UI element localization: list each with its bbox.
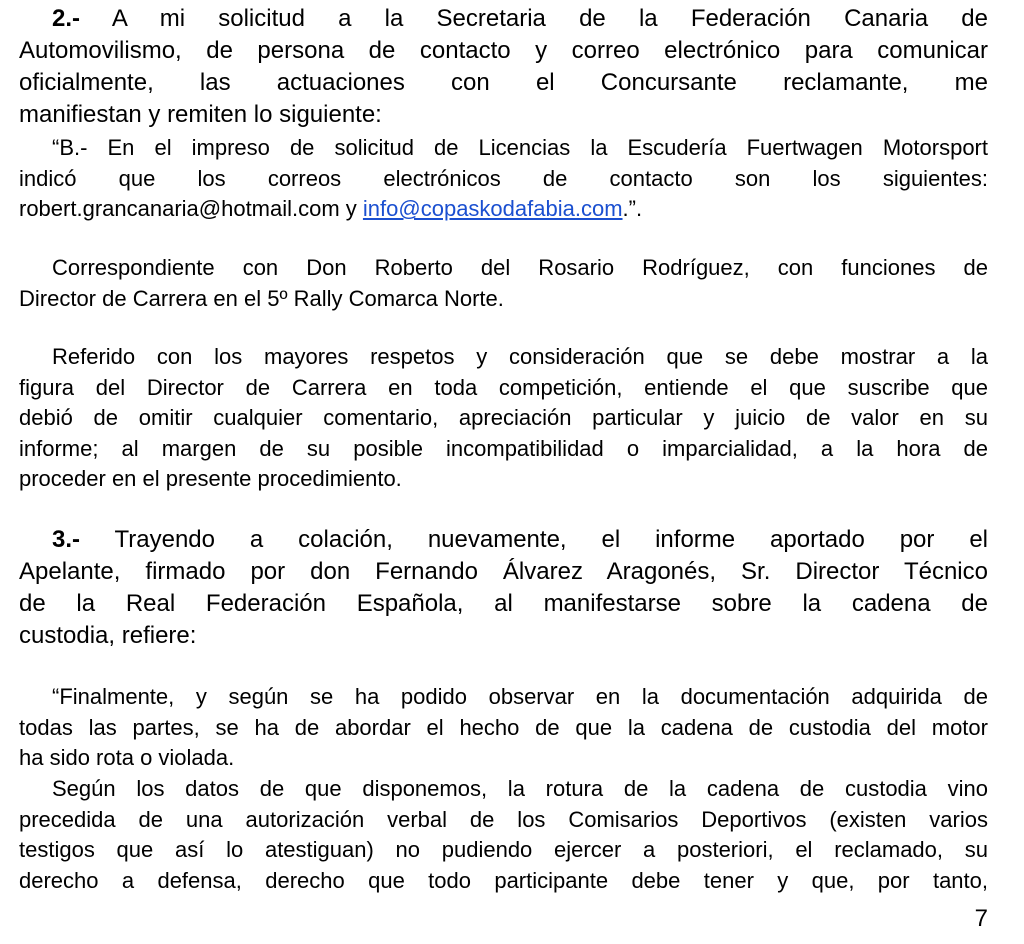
text-line: todas las partes, se ha de abordar el hecho de que la cadena de custodia del motor [19,714,988,740]
text-line: proceder en el presente procedimiento. [19,466,402,492]
text-line: Director de Carrera en el 5º Rally Comarca Norte. [19,285,504,311]
text-line: Automovilismo, de persona de contacto y correo electrónico para comunicar [19,37,988,64]
text-line: “Finalmente, y según se ha podido observar en la documentación adquirida de [52,684,988,709]
document-page [19,0,988,944]
text-line: 3.- Trayendo a colación, nuevamente, el informe aportado por el [52,526,988,553]
text-line: oficialmente, las actuaciones con el Concursante reclamante, me [19,69,988,96]
text-line: “B.- En el impreso de solicitud de Licencias la Escudería Fuertwagen Motorsport [52,135,988,160]
section-number: 2.- [52,5,81,32]
text-line: figura del Director de Carrera en toda competición, entiende el que suscribe que [19,374,988,400]
text-line: custodia, refiere: [19,622,197,649]
text-line: debió de omitir cualquier comentario, apreciación particular y juicio de valor en su [19,405,988,431]
text-line: testigos que así lo atestiguan) no pudiendo ejercer a posteriori, el reclamado, su [19,837,988,863]
text-line: Apelante, firmado por don Fernando Álvarez Aragonés, Sr. Director Técnico [19,558,988,585]
text-line: Referido con los mayores respetos y consideración que se debe mostrar a la [52,344,988,369]
text-line: derecho a defensa, derecho que todo participante debe tener y que, por tanto, [19,867,988,893]
quote-finalmente-paragraph [19,682,988,774]
text-line: Según los datos de que disponemos, la rotura de la cadena de custodia vino [52,776,988,801]
text-line: informe; al margen de su posible incompatibilidad o imparcialidad, a la hora de [19,435,988,461]
quote-b-paragraph [19,133,988,225]
text-line: robert.grancanaria@hotmail.com y info@copaskodafabia.com.”. [19,196,643,222]
text-line: ha sido rota o violada. [19,745,235,771]
email-link[interactable]: info@copaskodafabia.com [362,196,623,222]
text-line: Correspondiente con Don Roberto del Rosario Rodríguez, con funciones de [52,255,988,280]
correspondiente-paragraph [19,253,988,314]
page-number: 7 [974,905,988,932]
text-line: manifiestan y remiten lo siguiente: [19,101,382,128]
text-line: de la Real Federación Española, al manifestarse sobre la cadena de [19,590,988,617]
section-3-paragraph [19,524,988,652]
segun-paragraph [19,774,988,896]
text-line: precedida de una autorización verbal de los Comisarios Deportivos (existen varios [19,806,988,832]
text-line: indicó que los correos electrónicos de contacto son los siguientes: [19,165,988,191]
section-number: 3.- [52,526,81,553]
text-line: 2.- A mi solicitud a la Secretaria de la Federación Canaria de [52,5,988,32]
section-2-paragraph [19,3,988,131]
referido-paragraph [19,342,988,495]
